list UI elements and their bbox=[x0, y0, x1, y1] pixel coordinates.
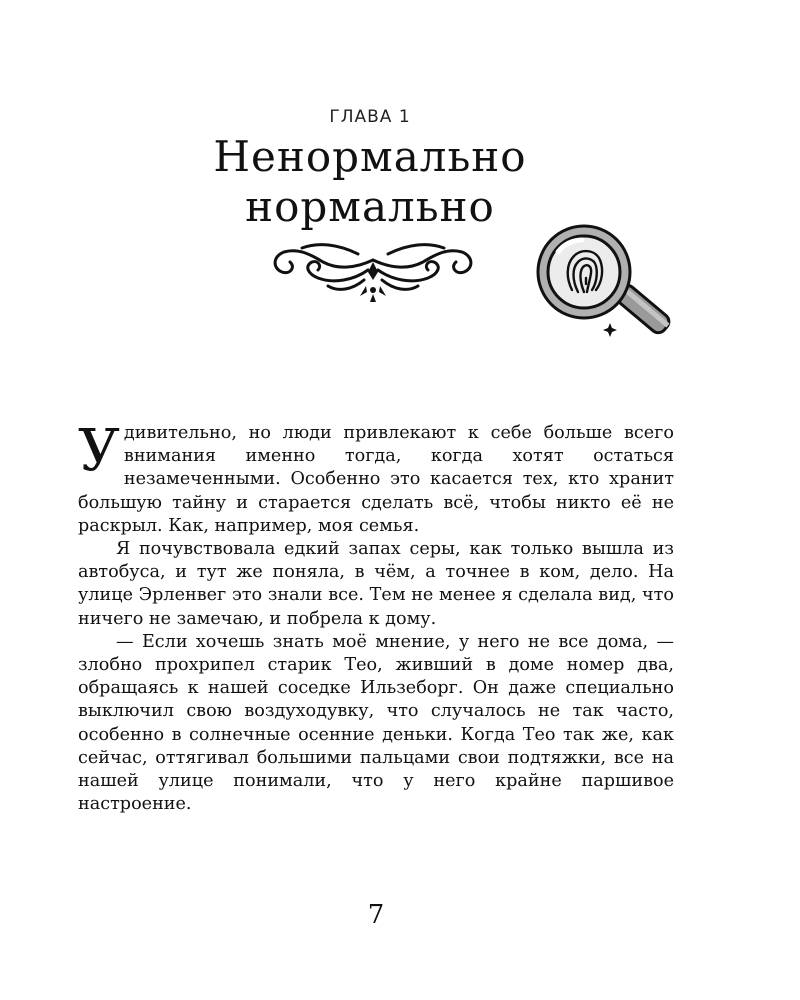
paragraph-1-text: дивительно, но люди привлекают к себе больше всего внимания именно тогда, когда хотят остаться незамеченными. Особенно это касается тех, кто хранит большую тайну и старается сделать всё, чтобы никто её не раскрыл. Как, например, моя семья. bbox=[78, 423, 674, 536]
magnifying-glass-fingerprint-icon bbox=[522, 220, 682, 338]
paragraph-3: — Если хочешь знать моё мнение, у него не все дома, — злобно прохрипел старик Тео, живший в доме номер два, обращаясь к нашей соседке Ильзеборг. Он даже специально выключил свою воздуходувку, что случалось не так часто, особенно в солнечные осенние деньки. Когда Тео так же, как сейчас, оттягивал большими пальцами свои подтяжки, все на нашей улице понимали, что у него крайне паршивое настроение. bbox=[78, 631, 674, 815]
paragraph-2: Я почувствовала едкий запах серы, как только вышла из автобуса, и тут же поняла, в чём, а точнее в ком, дело. На улице Эрленвег это знали все. Тем не менее я сделала вид, что ничего не замечаю, и побрела к дому. bbox=[78, 539, 674, 629]
paragraph-1 bbox=[78, 416, 674, 538]
body-text bbox=[78, 416, 674, 816]
page-number: 7 bbox=[367, 900, 385, 930]
ornament-flourish-icon bbox=[268, 240, 478, 304]
chapter-title-line2: нормально bbox=[245, 182, 495, 231]
chapter-title-line1: Ненормально bbox=[213, 132, 527, 181]
chapter-title bbox=[0, 132, 740, 232]
chapter-label: ГЛАВА 1 bbox=[329, 107, 411, 127]
drop-cap: У bbox=[78, 416, 120, 484]
